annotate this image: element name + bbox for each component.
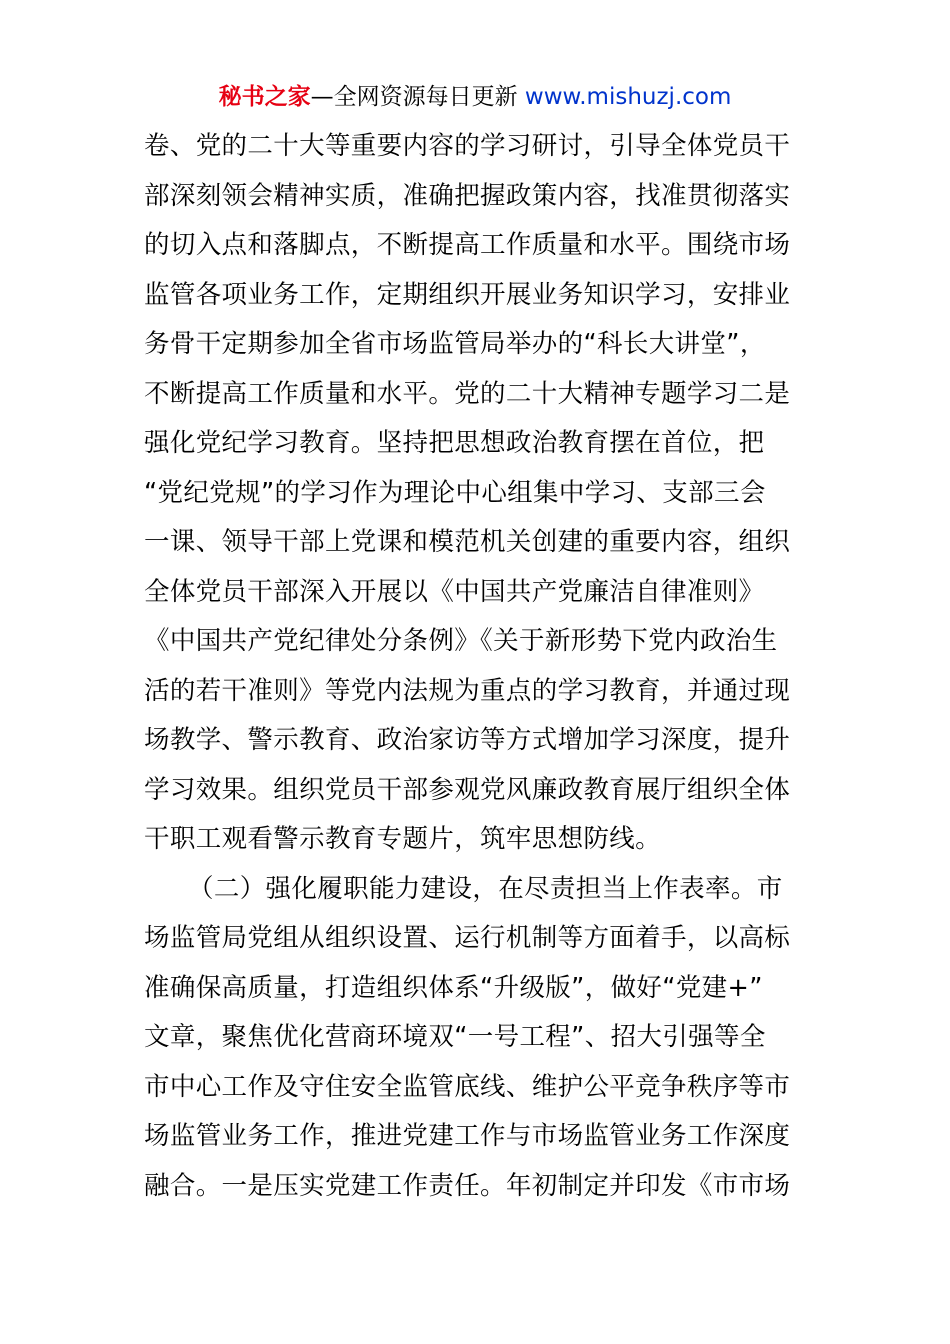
text-line: 卷、党的二十大等重要内容的学习研讨，引导全体党员干 [144, 131, 791, 161]
text-line: 全体党员干部深入开展以《中国共产党廉洁自律准则》 [144, 576, 765, 607]
text-line: 市中心工作及守住安全监管底线、维护公平竞争秩序等市 [144, 1071, 791, 1102]
document-body [144, 122, 806, 1211]
text-line: 监管各项业务工作，定期组织开展业务知识学习，安排业 [144, 279, 791, 310]
text-line: 准确保高质量，打造组织体系“升级版”，做好“党建+” [144, 972, 763, 1003]
text-line: 学习效果。组织党员干部参观党风廉政教育展厅组织全体 [144, 774, 791, 805]
site-header [0, 80, 950, 114]
section-heading-line: （二）强化履职能力建设，在尽责担当上作表率。市 [188, 873, 783, 904]
text-line: 的切入点和落脚点，不断提高工作质量和水平。围绕市场 [144, 230, 791, 260]
text-line: 不断提高工作质量和水平。党的二十大精神专题学习二是 [144, 378, 791, 409]
site-brand: 秘书之家 [218, 84, 311, 110]
text-line: 场监管业务工作，推进党建工作与市场监管业务工作深度 [144, 1121, 791, 1151]
text-line: 文章，聚焦优化营商环境双“一号工程”、招大引强等全 [144, 1022, 766, 1052]
text-line: 《中国共产党纪律处分条例》《关于新形势下党内政治生 [144, 626, 778, 656]
text-line: “党纪党规”的学习作为理论中心组集中学习、支部三会 [144, 477, 766, 508]
text-line: 场教学、警示教育、政治家访等方式增加学习深度，提升 [144, 725, 791, 755]
site-tagline: —全网资源每日更新 [310, 84, 525, 110]
text-line: 强化党纪学习教育。坚持把思想政治教育摆在首位，把 [144, 428, 765, 458]
text-line: 干职工观看警示教育专题片，筑牢思想防线。 [144, 824, 662, 854]
text-line: 活的若干准则》等党内法规为重点的学习教育，并通过现 [144, 675, 791, 706]
text-line: 一课、领导干部上党课和模范机关创建的重要内容，组织 [144, 527, 791, 557]
text-line: 部深刻领会精神实质，准确把握政策内容，找准贯彻落实 [144, 180, 791, 211]
text-line: 融合。一是压实党建工作责任。年初制定并印发《市市场 [144, 1170, 791, 1201]
text-line: 务骨干定期参加全省市场监管局举办的“科长大讲堂”， [144, 329, 766, 359]
site-url: www.mishuzj.com [524, 84, 732, 110]
text-line: 场监管局党组从组织设置、运行机制等方面着手，以高标 [144, 923, 791, 953]
